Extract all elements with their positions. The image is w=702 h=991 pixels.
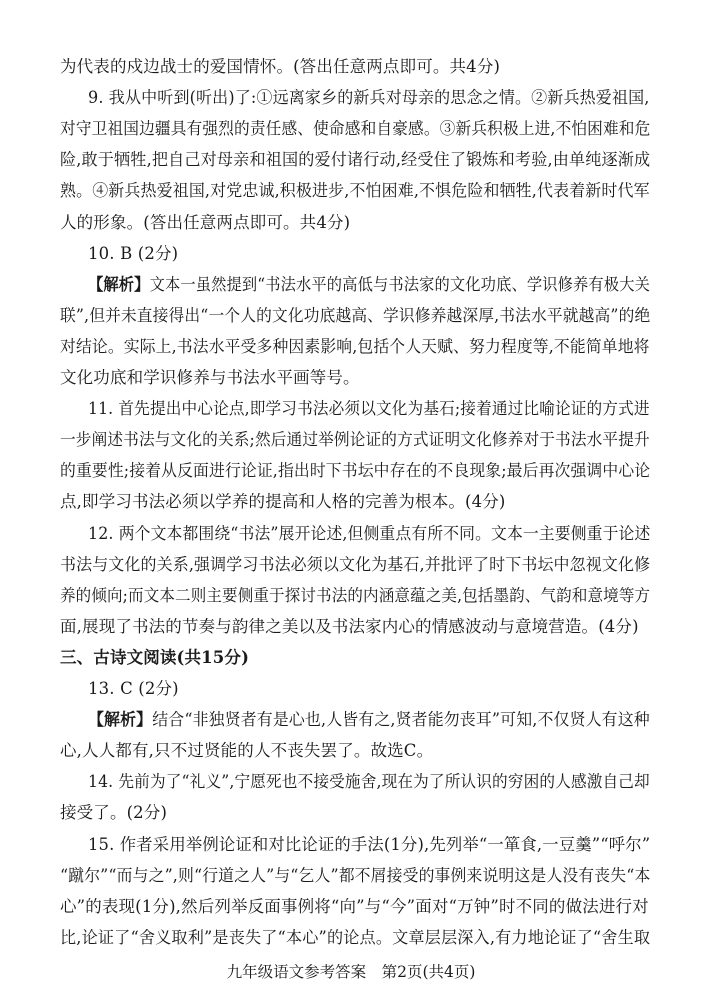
analysis-label: 【解析】 [88,274,150,294]
analysis-10-line-4: 文化功底和学识修养与书法水平画等号。 [60,368,360,387]
analysis-10-line-1: 【解析】文本一虽然提到“书法水平的高低与书法家的文化功底、学识修养有极大关 [88,274,650,294]
section-heading-classical: 三、古诗文阅读(共15分) [60,647,250,667]
answer-9-line-4: 熟。④新兵热爱祖国,对党忠诚,积极进步,不怕困难,不惧危险和牺牲,代表着新时代军 [60,181,650,201]
analysis-10-line-2: 联”,但并未直接得出“一个人的文化功底越高、学识修养越深厚,书法水平就越高”的绝 [60,305,651,325]
answer-11-line-4: 点,即学习书法必须以学养的提高和人格的完善为根本。(4分) [60,492,506,512]
answer-9-line-1: 9. 我从中听到(听出)了:①远离家乡的新兵对母亲的思念之情。②新兵热爱祖国, [88,88,650,108]
page-footer: 九年级语文参考答案 第2页(共4页) [226,962,476,981]
analysis-10-line-3: 对结论。实际上,书法水平受多种因素影响,包括个人天赋、努力程度等,不能简单地将 [60,336,650,356]
answer-14-line-1: 14. 先前为了“礼义”,宁愿死也不接受施舍,现在为了所认识的穷困的人感激自己却 [88,772,650,792]
answer-10: 10. B (2分) [88,243,179,263]
text-line-1: 为代表的戍边战士的爱国情怀。(答出任意两点即可。共4分) [60,57,501,76]
analysis-label: 【解析】 [88,710,153,730]
answer-12-line-2: 书法与文化的关系,强调学习书法必须以文化为基石,并批评了时下书坛中忽视文化修 [60,554,651,574]
answer-11-line-3: 的重要性;接着从反面进行论证,指出时下书坛中存在的不良现象;最后再次强调中心论 [60,461,651,481]
answer-15-line-3: 心”的表现(1分),然后列举反面事例将“向”与“今”面对“万钟”时不同的做法进行对 [60,896,649,916]
answer-14-line-2: 接受了。(2分) [60,803,168,823]
answer-9-line-2: 对守卫祖国边疆具有强烈的责任感、使命感和自豪感。③新兵积极上进,不怕困难和危 [60,119,651,139]
answer-12-line-4: 面,展现了书法的节奏与韵律之美以及书法家内心的情感波动与意境营造。(4分) [60,616,639,636]
answer-15-line-4: 比,论证了“舍义取利”是丧失了“本心”的论点。文章层层深入,有力地论证了“舍生取 [60,927,651,947]
answer-12-line-3: 养的倾向;而文本二则主要侧重于探讨书法的内涵意蕴之美,包括墨韵、气韵和意境等方 [60,585,651,605]
answer-9-line-3: 险,敢于牺牲,把自己对母亲和祖国的爱付诸行动,经受住了锻炼和考验,由单纯逐渐成 [60,150,651,170]
answer-12-line-1: 12. 两个文本都围绕“书法”展开论述,但侧重点有所不同。文本一主要侧重于论述 [88,523,651,543]
answer-15-line-2: “蹴尔”“而与之”,则“行道之人”与“乞人”都不屑接受的事例来说明这是人没有丧失“本 [60,865,651,885]
answer-11-line-2: 一步阐述书法与文化的关系;然后通过举例论证的方式证明文化修养对于书法水平提升 [60,430,650,450]
answer-9-line-5: 人的形象。(答出任意两点即可。共4分) [60,212,351,232]
answer-15-line-1: 15. 作者采用举例论证和对比论证的手法(1分),先列举“一箪食,一豆羹”“呼尔” [88,834,651,854]
answer-13: 13. C (2分) [88,679,179,698]
analysis-13-line-1: 【解析】结合“非独贤者有是心也,人皆有之,贤者能勿丧耳”可知,不仅贤人有这种 [88,710,650,730]
answer-11-line-1: 11. 首先提出中心论点,即学习书法必须以文化为基石;接着通过比喻论证的方式进 [88,399,650,419]
analysis-13-line-2: 心,人人都有,只不过贤能的人不丧失罢了。故选C。 [60,741,434,761]
